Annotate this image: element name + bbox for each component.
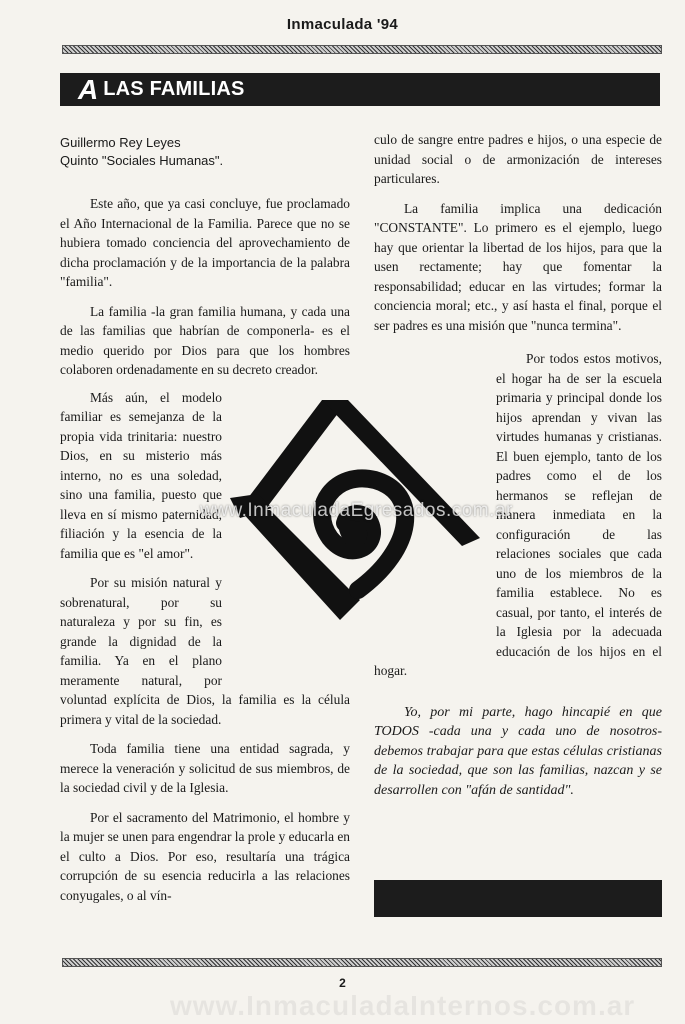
paragraph: Por el sacramento del Matrimonio, el hombre y la mujer se unen para engendrar la prole y educarla en el culto a Dios. Por eso, resultaría una trágica corrupción de su esencia reducirla a las relaciones conyugales, o al vín- xyxy=(60,809,350,903)
paragraph: La familia -la gran familia humana, y cada una de las familias que habrían de componerla- es el medio querido por Dios para que los hombres colaboren ordenadamente en su decreto creador. xyxy=(60,303,350,377)
paragraph: Toda familia tiene una entidad sagrada, y merece la veneración y solicitud de sus miembros, de la sociedad civil y de la Iglesia. xyxy=(60,741,350,795)
paragraph: La familia implica una dedicación "CONSTANTE". Lo primero es el ejemplo, luego hay que orientar la libertad de los hijos, para que la usen rectamente; hay que fomentar la responsabilidad; educar en las virtudes; formar la conciencia moral; etc., y así hasta el final, porque el ser padres es una misión que "nunca termina". xyxy=(374,200,662,333)
banner-title: LAS FAMILIAS xyxy=(103,78,245,100)
closing-paragraph: Yo, por mi parte, hago hincapié en que TODOS -cada una y cada uno de nosotros- debemos trabajar para que estas células cristianas de la sociedad, que son las familias, nazcan y se desarrollen con "afán de santidad". xyxy=(374,704,662,798)
paragraph: Por todos estos motivos, el hogar ha de ser la escuela primaria y principal donde los hijos aprendan y vivan las virtudes humanas y cristianas. El buen ejemplo, tanto de los padres como el de los hermanos se reflejan de manera inmediata en la configuración de las relaciones sociales que cada uno de los miembros de la familia establece. No es casual, por tanto, el interés de la Iglesia por la adecuada educación de los hijos en el hogar. xyxy=(374,351,662,678)
top-divider xyxy=(62,45,662,54)
bottom-divider xyxy=(62,958,662,967)
footer-watermark: www.InmaculadaInternos.com.ar xyxy=(170,990,636,1021)
publication-title: Inmaculada '94 xyxy=(286,16,399,33)
paragraph: Más aún, el modelo familiar es semejanza de la propia vida trinitaria: nuestro Dios, en su misterio más interno, no es una soledad, sino una familia, puesto que lleva en sí mismo paternidad, filiación y la esencia de la familia que es "el amor". xyxy=(60,389,222,561)
decorative-bar xyxy=(374,880,662,917)
paragraph: Este año, que ya casi concluye, fue proclamado el Año Internacional de la Familia. Parece que no se hubiera tomado conciencia del aprovechamiento de dicha proclamación y de la importancia de la palabra "familia". xyxy=(60,196,350,289)
section-banner xyxy=(60,73,660,106)
watermark-text: www.InmaculadaEgresados.com.ar xyxy=(200,500,513,521)
author-course: Quinto "Sociales Humanas". xyxy=(60,153,224,168)
author-name: Guillermo Rey Leyes xyxy=(60,135,181,150)
paragraph: Por su misión natural y sobrenatural, por su naturaleza y por su fin, es grande la dignidad de la familia. Ya en el plano meramente natural, por voluntad explícita de Dios, la familia es la célula primera y vital de la sociedad. xyxy=(60,575,350,727)
author-block xyxy=(60,134,360,170)
page-number: 2 xyxy=(339,976,346,990)
banner-initial: A xyxy=(78,73,99,105)
paragraph: culo de sangre entre padres e hijos, o una especie de unidad social o de armonización de intereses particulares. xyxy=(374,132,662,186)
